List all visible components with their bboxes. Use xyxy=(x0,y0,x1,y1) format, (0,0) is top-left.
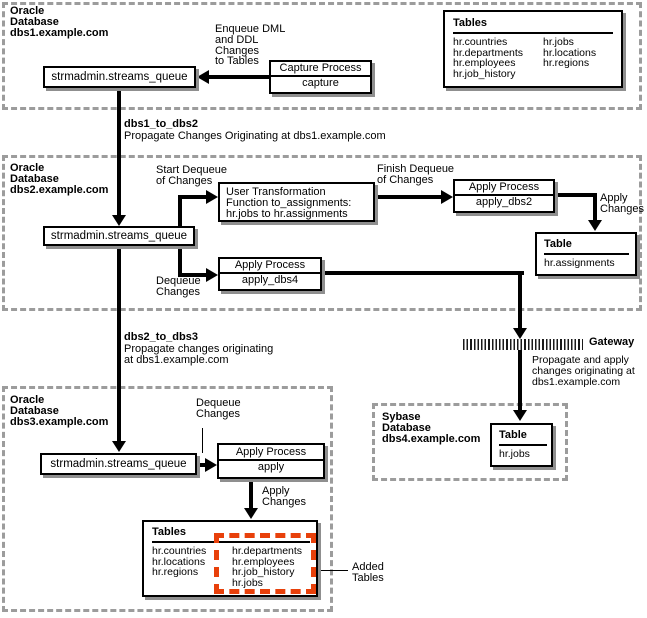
gateway-label-text: Gateway xyxy=(589,336,635,348)
connector-apply-dbs4-elbow-v xyxy=(518,271,522,328)
enqueue-line2: and DDL xyxy=(215,33,259,46)
apply-changes-dbs3-label xyxy=(262,486,306,508)
table-name: hr.regions xyxy=(152,566,199,578)
dbs4-title xyxy=(382,412,480,444)
arrowhead-down-tables3 xyxy=(244,508,258,519)
arrowhead-right-apply-dbs4 xyxy=(206,268,218,282)
dbs1-title xyxy=(10,6,108,38)
table-name: hr.departments xyxy=(232,545,303,557)
table-assignments-header: Table xyxy=(544,238,629,255)
apply-changes-dbs3-line1: Apply xyxy=(262,485,290,497)
dbs1-tables-box xyxy=(443,10,623,88)
enqueue-line4: to Tables xyxy=(215,55,259,68)
propagation1-label xyxy=(124,119,386,142)
apply-process-dbs3-title: Apply Process xyxy=(235,446,307,458)
enqueue-line1: Enqueue DML xyxy=(215,23,286,35)
gateway-label xyxy=(589,337,634,348)
dbs4-title-line3: dbs4.example.com xyxy=(382,432,481,445)
dequeue-changes-dbs3-label xyxy=(196,398,241,420)
table-name: hr.job_history xyxy=(232,566,295,578)
arrowhead-down-table-jobs xyxy=(513,410,527,421)
table-assignments-name: hr.assignments xyxy=(544,257,615,269)
apply-process-dbs2-name: apply_dbs2 xyxy=(475,196,533,208)
dbs1-streams-queue-label: strmadmin.streams_queue xyxy=(51,71,188,83)
apply-changes-dbs2-label xyxy=(600,193,644,215)
arrowhead-right-apply xyxy=(205,458,217,472)
connector-queue1-to-queue2 xyxy=(117,88,121,215)
connector-queue2-to-transform xyxy=(178,195,206,199)
dbs2-title-line1: Oracle xyxy=(10,162,45,174)
arrowhead-right-apply-dbs2 xyxy=(441,190,453,204)
user-transformation-line2: Function to_assignments: xyxy=(226,197,352,210)
dbs4-title-line2: Database xyxy=(382,421,431,434)
finish-dequeue-line2: of Changes xyxy=(377,174,434,186)
table-name: hr.job_history xyxy=(453,67,516,80)
user-transformation-line3: hr.jobs to hr.assignments xyxy=(226,208,348,221)
propagation1-name: dbs1_to_dbs2 xyxy=(124,118,198,130)
dbs1-streams-queue-box xyxy=(43,66,196,88)
propagation2-name: dbs2_to_dbs3 xyxy=(124,331,198,343)
added-tables-highlight-box xyxy=(214,533,316,594)
apply-process-dbs2-box xyxy=(453,179,555,213)
apply-process-dbs2-title: Apply Process xyxy=(468,181,540,193)
table-jobs-header: Table xyxy=(499,429,547,446)
dbs1-title-line3: dbs1.example.com xyxy=(10,26,109,39)
start-dequeue-label xyxy=(156,165,227,187)
dbs1-tables-header: Tables xyxy=(453,17,613,34)
dbs1-title-line1: Oracle xyxy=(10,5,45,17)
apply-changes-dbs2-line1: Apply xyxy=(600,192,628,204)
arrowhead-right-transform xyxy=(206,190,218,204)
arrowhead-down-queue2 xyxy=(112,215,126,226)
dbs1-tables-col2 xyxy=(543,37,596,79)
gateway-desc-line1: Propagate and apply xyxy=(532,354,629,366)
dbs2-streams-queue-label: strmadmin.streams_queue xyxy=(50,230,188,242)
dequeue-dbs3-line2: Changes xyxy=(196,408,241,420)
dequeue-dbs2-line2: Changes xyxy=(156,286,201,298)
gateway-desc xyxy=(532,355,635,388)
table-name: hr.jobs xyxy=(232,576,263,589)
table-jobs-box xyxy=(490,423,553,467)
table-assignments-box xyxy=(535,232,637,276)
apply-changes-dbs2-line2: Changes xyxy=(600,203,645,215)
apply-process-dbs3-box xyxy=(217,443,325,479)
capture-process-name: capture xyxy=(302,77,339,89)
table-name: hr.countries xyxy=(453,36,508,48)
added-tables-label xyxy=(352,562,384,584)
connector-apply-to-tables3 xyxy=(249,479,253,508)
table-name: hr.locations xyxy=(152,555,206,568)
connector-apply-dbs2-elbow-v xyxy=(593,193,597,220)
dbs3-title-line3: dbs3.example.com xyxy=(10,415,109,428)
propagation2-label xyxy=(124,332,273,367)
dbs1-tables-columns xyxy=(453,37,613,79)
dequeue-dbs2-line1: Dequeue xyxy=(156,275,201,287)
dbs2-title xyxy=(10,163,108,195)
connector-apply-dbs4-elbow-h xyxy=(322,271,524,275)
user-transformation-line1: User Transformation xyxy=(226,186,326,198)
finish-dequeue-line1: Finish Dequeue xyxy=(377,163,455,175)
dbs2-title-line3: dbs2.example.com xyxy=(10,183,109,196)
start-dequeue-line2: of Changes xyxy=(156,175,213,187)
dbs2-streams-queue-box xyxy=(43,226,195,246)
dbs3-streams-queue-box xyxy=(40,453,197,475)
table-name: hr.employees xyxy=(453,57,516,69)
dbs2-title-line2: Database xyxy=(10,172,59,185)
arrowhead-down-gateway xyxy=(513,328,527,339)
added-tables-line1: Added xyxy=(352,561,384,573)
dbs3-tables-header: Tables xyxy=(152,526,310,543)
propagation1-desc: Propagate Changes Originating at dbs1.example.com xyxy=(124,129,386,142)
dequeue-changes-dbs2-label xyxy=(156,276,201,298)
connector-transform-to-apply-dbs2 xyxy=(375,195,441,199)
dbs1-title-line2: Database xyxy=(10,15,59,28)
table-name: hr.locations xyxy=(543,46,597,59)
dbs1-tables-col1 xyxy=(453,37,543,79)
arrowhead-down-table-assignments xyxy=(588,220,602,231)
table-name: hr.regions xyxy=(543,57,590,69)
apply-process-dbs4-box xyxy=(218,257,322,291)
gateway-bar xyxy=(463,339,583,350)
dbs3-streams-queue-label: strmadmin.streams_queue xyxy=(50,458,187,470)
apply-changes-dbs3-line2: Changes xyxy=(262,496,307,508)
gateway-desc-line2: changes originating at xyxy=(532,365,635,377)
arrowhead-left-queue1 xyxy=(197,70,209,84)
capture-process-title: Capture Process xyxy=(279,62,362,74)
propagation2-desc-line1: Propagate changes originating xyxy=(124,342,274,355)
capture-process-box xyxy=(269,60,372,94)
user-transformation-box xyxy=(218,182,375,222)
apply-process-dbs4-title: Apply Process xyxy=(234,259,306,271)
dbs3-title-line1: Oracle xyxy=(10,394,45,406)
table-name: hr.jobs xyxy=(543,36,574,48)
propagation2-desc-line2: at dbs1.example.com xyxy=(124,354,229,366)
apply-process-dbs3-name: apply xyxy=(257,461,285,473)
leader-line-dequeue-changes xyxy=(202,428,203,453)
enqueue-line3: Changes xyxy=(215,44,260,57)
apply-process-dbs4-name: apply_dbs4 xyxy=(241,274,299,286)
table-name: hr.countries xyxy=(152,545,207,557)
arrowhead-down-queue3 xyxy=(112,441,126,452)
finish-dequeue-label xyxy=(377,164,454,186)
connector-apply-dbs2-elbow-h xyxy=(555,193,597,197)
connector-gateway-to-table-jobs xyxy=(518,349,522,410)
table-name: hr.departments xyxy=(453,46,524,59)
dbs3-title xyxy=(10,395,108,427)
dequeue-dbs3-line1: Dequeue xyxy=(196,397,241,409)
connector-queue2-to-queue3 xyxy=(117,246,121,441)
gateway-desc-line3: dbs1.example.com xyxy=(532,376,621,388)
table-jobs-name: hr.jobs xyxy=(499,448,530,460)
dbs4-title-line1: Sybase xyxy=(382,411,421,423)
dbs3-title-line2: Database xyxy=(10,404,59,417)
table-name: hr.employees xyxy=(232,555,295,568)
added-tables-line2: Tables xyxy=(352,572,384,584)
connector-capture-to-queue1 xyxy=(209,75,270,79)
start-dequeue-line1: Start Dequeue xyxy=(156,164,227,176)
